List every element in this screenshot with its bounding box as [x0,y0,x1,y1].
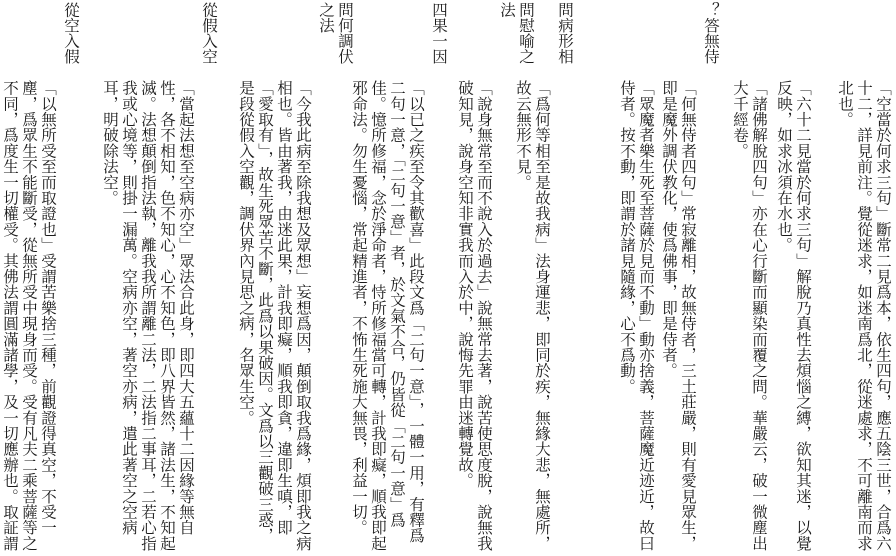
section-heading: 問何調伏之法 [317,2,354,64]
commentary-paragraph: 「空當於何求三句」斷常二見爲本，依生四句，應五陰三世，合爲六十二，詳見前注。覺從迷求，如迷南爲北，從迷處求，不可離南而求北也。 [836,80,892,551]
commentary-paragraph: 「說身無常至而不說入於過去」說無常去著，說苦使思度脫，說無我破知見，說身空知非實我而入於中，說悔先罪由迷轉覺故。 [456,80,493,551]
section-heading: 從假入空 [200,2,218,64]
commentary-paragraph: 「諸佛解脫四句」亦在心行斷而顯染而覆之問。華嚴云，破一微塵出大千經卷。 [731,80,768,551]
section-heading: 從空入假 [62,2,80,64]
commentary-paragraph: 「當起法想至空病亦空」眾法合此身，即四大五蘊十二因緣等無自性，各不相知，色不知心，心不知色，即八界皆然，諸法生，不知起滅。法想顛倒指法執，離我我所謂離二法，二法指二事耳，二若心指我或心境等，則掛一漏萬。空病亦空，著空亦病，遣此著空之空病耳，明破除法空。 [101,80,195,551]
section-heading: 問病形相 [556,2,574,64]
commentary-paragraph: 「眾魔者樂生死至菩薩於見而不動」動亦捨義，菩薩魔近迹近，故曰侍者。按不動，即謂於諸見隨緣，心不爲動。 [618,80,655,551]
commentary-paragraph: 「何無侍者四句」常寂離相，故無侍者，三土莊嚴，則有愛見眾生，即是魔外調伏教化，使爲佛事，即是侍者。 [660,80,697,551]
section-heading: 問慰喻之法 [498,2,535,64]
commentary-paragraph: 「六十二見當於何求三句」解脫乃真性去煩惱之縛，欲知其迷，以覺反映，如求冰須在水也。 [775,80,812,551]
commentary-paragraph: 「以已之疾至令其歡喜」此段文爲「二句一意」，一體一用，有釋爲二句一意，「二句一意」者，於文氣不合，仍皆從「二句一意」爲佳。憶所修福，念於淨命者，恃所修福當可轉，計我即癡，順我即起邪命法。勿生憂惱，常起精進者，不怖生死施大無畏，利益一切。 [350,80,425,551]
section-heading: 四果一因 [430,2,448,64]
commentary-paragraph: 「今我此病至除我想及眾想」妄想爲因，顛倒取我爲緣，煩即我之病相也。皆由著我，由迷此果，計我即癡，順我即貪，違即生嗔，即「愛取有」，故生死眾苦不斷，此爲以果破因。文爲以三觀破三惑，是段從假入空觀，調伏界內見思之病，名眾生空。 [237,80,312,551]
commentary-paragraph: 「以無所受至而取證也」受謂苦樂捨三種，前觀證得真空，不受一塵，爲眾生不能斷受，從無所受中現身而受。受有凡夫二乘菩薩等之不同，爲度生一切權受。其佛法謂圓滿諸學，及一切應辦也。取証謂 [1,80,57,551]
section-heading: ？答無侍 [702,2,720,64]
commentary-paragraph: 「爲何等相至是故我病」法身運悲，即同於疾，無緣大悲，無處所，故云無形不見。 [514,80,551,551]
